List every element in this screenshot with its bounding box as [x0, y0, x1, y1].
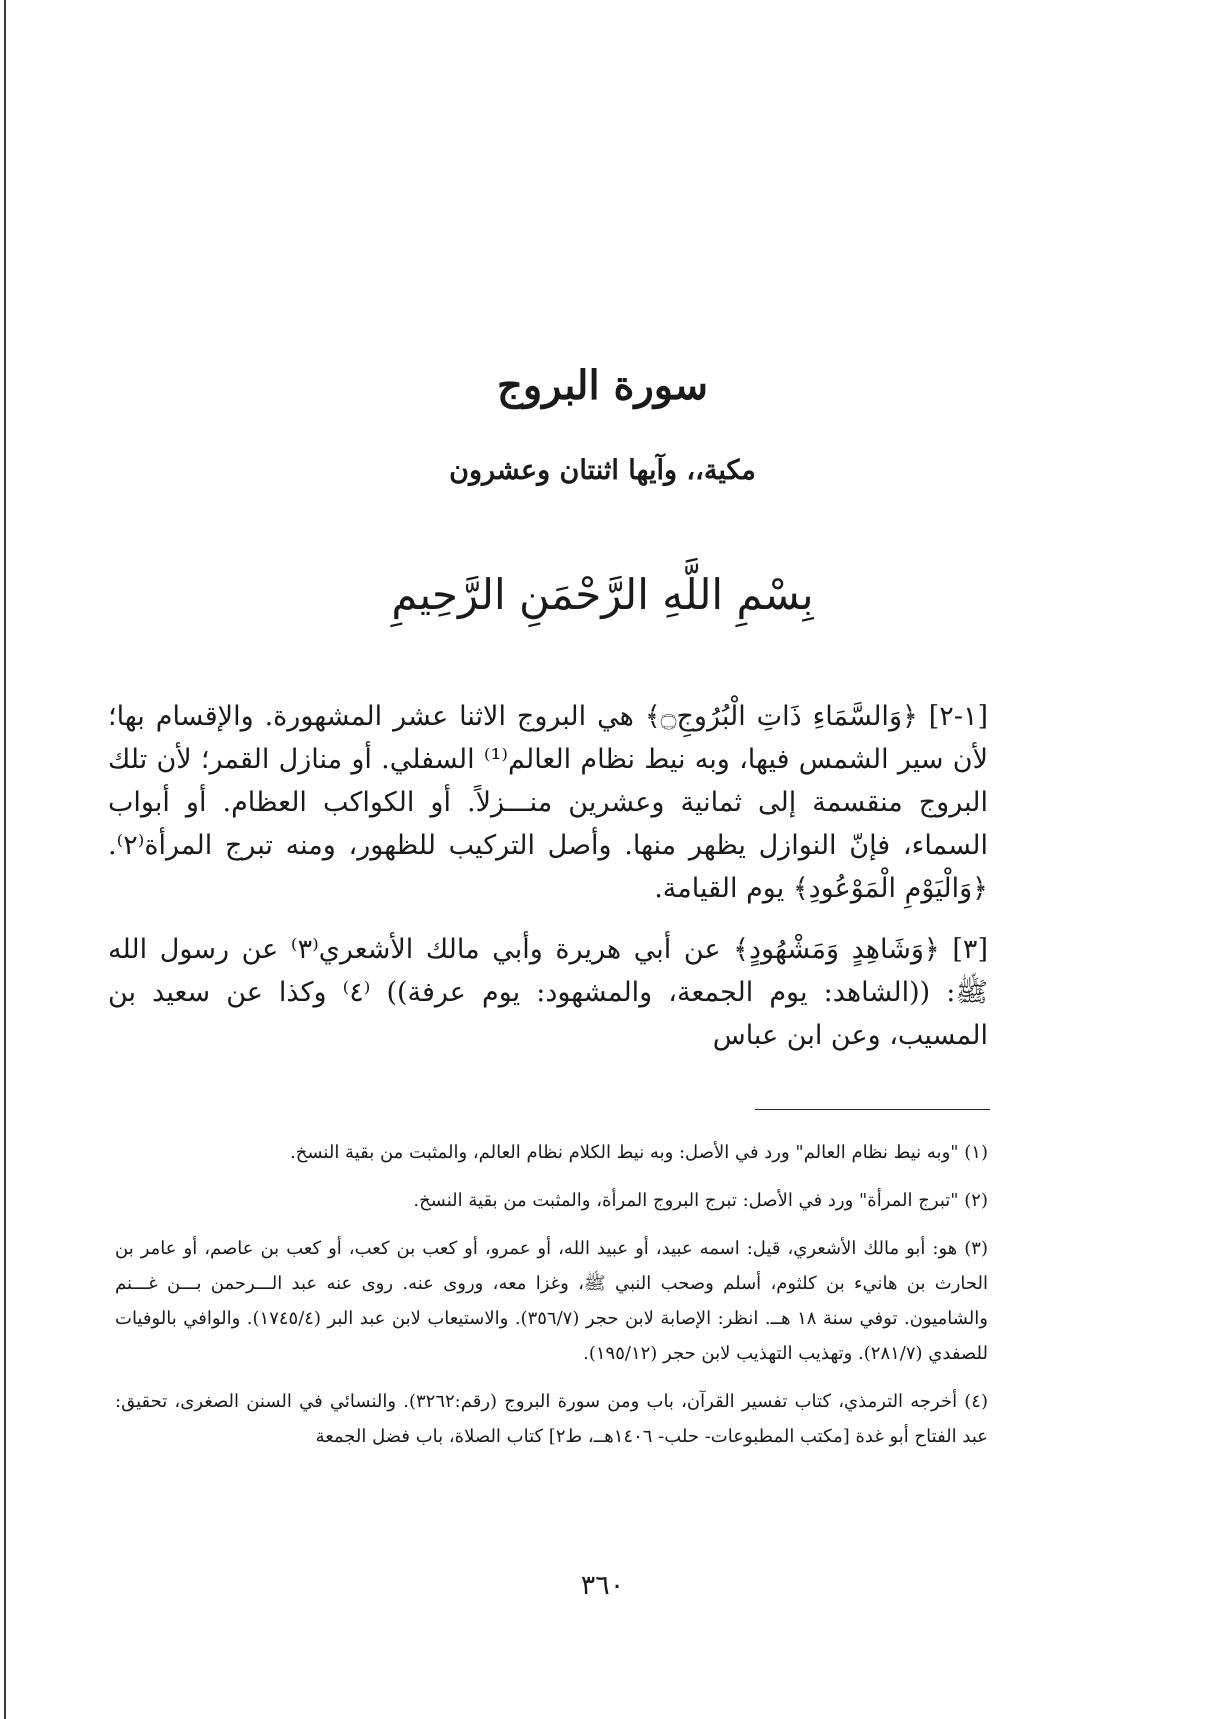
body-paragraph: [٣] ﴿وَشَاهِدٍ وَمَشْهُودٍ﴾ عن أبي هريرة وأبي مالك الأشعري⁽٣⁾ عن رسول الله ﷺ: ((الشاهد: يوم الجمعة، والمشهود: يوم عرفة)) ⁽٤⁾ وكذا عن سعيد بن المسيب، وعن ابن عباس [108, 934, 989, 1051]
footnote: (٤) أخرجه الترمذي، كتاب تفسير القرآن، باب ومن سورة البروج (رقم:٣٢٦٢). والنسائي في السنن الصغرى، تحقيق: عبد الفتاح أبو غدة [مكتب المطبوعات- حلب- ١٤٠٦هــ، ط٢] كتاب الصلاة، باب فضل الجمعة [115, 1391, 988, 1447]
basmala: بِسْمِ اللَّهِ الرَّحْمَنِ الرَّحِيمِ [391, 570, 814, 619]
main-text [108, 695, 988, 1075]
surah-title: سورة البروج [497, 362, 708, 409]
footnote-divider [755, 1109, 990, 1110]
page-number: ٣٦٠ [580, 1570, 625, 1601]
scan-edge-line [4, 0, 6, 1719]
surah-subtitle: مكية،، وآيها اثنتان وعشرون [449, 455, 756, 486]
body-paragraph: [١-٢] ﴿وَالسَّمَاءِ ذَاتِ الْبُرُوجِ۝﴾ هي البروج الاثنا عشر المشهورة. والإقسام بها؛ لأن سير الشمس فيها، وبه نيط نظام العالم⁽¹⁾ السفلي. أو منازل القمر؛ لأن تلك البروج منقسمة إلى ثمانية وعشرين منـــزلاً. أو الكواكب العظام. أو أبواب السماء، فإنّ النوازل يظهر منها. وأصل التركيب للظهور، ومنه تبرج المرأة⁽٢⁾. ﴿وَالْيَوْمِ الْمَوْعُودِ﴾ يوم القيامة. [108, 701, 988, 904]
footnote: (٣) هو: أبو مالك الأشعري، قيل: اسمه عبيد، أو عبيد الله، أو عمرو، أو كعب بن كعب، أو كعب بن عاصم، أو عامر بن الحارث بن هانيء بن كلثوم، أسلم وصحب النبي ﷺ، وغزا معه، وروى عنه. روى عنه عبد الـــرحمن بـــن غـــنم والشاميون. توفي سنة ١٨ هــ. انظر: الإصابة لابن حجر (٣٥٦/٧). والاستيعاب لابن عبد البر (١٧٤٥/٤). والوافي بالوفيات للصفدي (٢٨١/٧). وتهذيب التهذيب لابن حجر (١٩٥/١٢). [115, 1238, 988, 1364]
footnote: (٢) "تبرج المرأة" ورد في الأصل: تبرج البروج المرأة، والمثبت من بقية النسخ. [413, 1190, 988, 1211]
footnotes [115, 1135, 988, 1467]
footnote: (١) "وبه نيط نظام العالم" ورد في الأصل: وبه نيط الكلام نظام العالم، والمثبت من بقية النسخ. [290, 1142, 988, 1163]
